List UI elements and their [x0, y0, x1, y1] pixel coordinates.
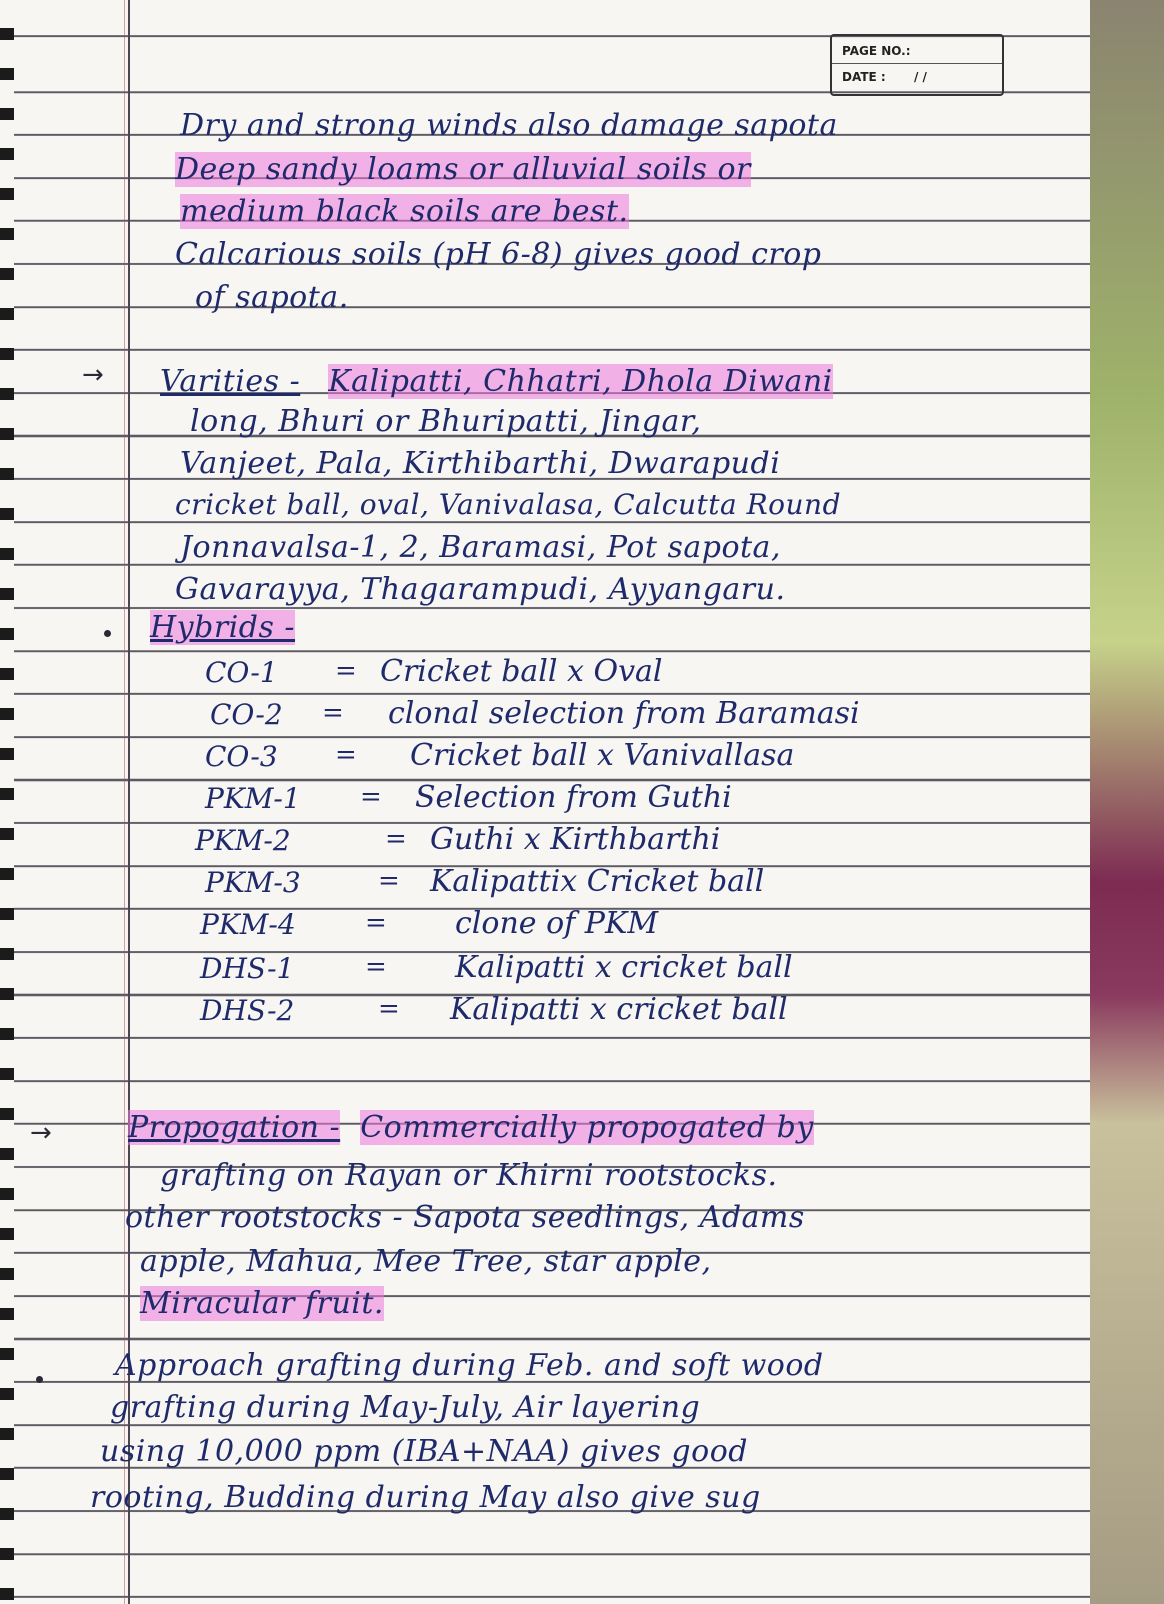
- hybrids-heading: Hybrids -: [150, 610, 296, 645]
- varieties-heading: Varities -: [160, 364, 301, 399]
- hybrid-name: PKM-4: [200, 908, 296, 941]
- hybrid-equals: =: [365, 952, 387, 982]
- hybrid-name: DHS-1: [200, 952, 295, 985]
- propagation-line: apple, Mahua, Mee Tree, star apple,: [140, 1244, 712, 1279]
- box-divider: [832, 63, 1002, 64]
- intro-line: medium black soils are best.: [180, 194, 629, 229]
- hybrid-equals: =: [360, 782, 382, 812]
- date-label: DATE :: [842, 70, 886, 84]
- date-value: / /: [914, 70, 927, 84]
- hybrid-equals: =: [378, 994, 400, 1024]
- hybrid-value: Cricket ball x Vanivallasa: [410, 738, 795, 773]
- hybrid-value: Cricket ball x Oval: [380, 654, 663, 689]
- hybrid-equals: =: [322, 698, 344, 728]
- spiral-binding: [0, 0, 14, 1604]
- grafting-line: Approach grafting during Feb. and soft wood: [115, 1348, 824, 1383]
- hybrid-name: CO-2: [210, 698, 283, 731]
- intro-line: of sapota.: [195, 280, 349, 315]
- hybrid-value: clone of PKM: [455, 906, 659, 941]
- propagation-line: grafting on Rayan or Khirni rootstocks.: [160, 1158, 778, 1193]
- propagation-heading: Propogation -: [128, 1110, 341, 1145]
- hybrid-name: DHS-2: [200, 994, 295, 1027]
- page-date-box: [830, 34, 1004, 96]
- intro-line: Calcarious soils (pH 6-8) gives good crop: [175, 237, 822, 272]
- varieties-line: cricket ball, oval, Vanivalasa, Calcutta Round: [175, 488, 842, 521]
- propagation-line: Commercially propogated by: [360, 1110, 814, 1145]
- bullet-dot: [36, 1376, 43, 1383]
- varieties-line: long, Bhuri or Bhuripatti, Jingar,: [190, 404, 702, 439]
- varieties-line: Vanjeet, Pala, Kirthibarthi, Dwarapudi: [180, 446, 781, 481]
- page-no-label: PAGE NO.:: [842, 44, 911, 58]
- bullet-dot: [104, 630, 111, 637]
- hybrid-name: CO-3: [205, 740, 278, 773]
- background-edge: [1090, 0, 1164, 1604]
- hybrid-equals: =: [365, 908, 387, 938]
- hybrid-name: PKM-1: [205, 782, 301, 815]
- grafting-line: grafting during May-July, Air layering: [110, 1390, 701, 1425]
- varieties-line: Jonnavalsa-1, 2, Baramasi, Pot sapota,: [180, 530, 781, 565]
- hybrid-name: PKM-2: [195, 824, 291, 857]
- hybrid-value: Guthi x Kirthbarthi: [430, 822, 721, 857]
- grafting-line: rooting, Budding during May also give sug: [90, 1480, 761, 1515]
- hybrid-equals: =: [378, 866, 400, 896]
- intro-line: Dry and strong winds also damage sapota: [180, 108, 838, 143]
- hybrid-value: Kalipatti x cricket ball: [455, 950, 793, 985]
- propagation-line: Miracular fruit.: [140, 1286, 384, 1321]
- hybrid-name: CO-1: [205, 656, 278, 689]
- intro-line: Deep sandy loams or alluvial soils or: [175, 152, 751, 187]
- hybrid-equals: =: [335, 740, 357, 770]
- arrow-icon: →: [30, 1118, 52, 1148]
- hybrid-value: clonal selection from Baramasi: [388, 696, 860, 731]
- hybrid-value: Selection from Guthi: [415, 780, 732, 815]
- hybrid-equals: =: [385, 824, 407, 854]
- hybrid-name: PKM-3: [205, 866, 301, 899]
- hybrid-value: Kalipattix Cricket ball: [430, 864, 765, 899]
- hybrid-value: Kalipatti x cricket ball: [450, 992, 788, 1027]
- propagation-line: other rootstocks - Sapota seedlings, Adams: [125, 1200, 805, 1235]
- arrow-icon: →: [82, 360, 104, 390]
- grafting-line: using 10,000 ppm (IBA+NAA) gives good: [100, 1434, 748, 1469]
- varieties-line: Gavarayya, Thagarampudi, Ayyangaru.: [175, 572, 786, 607]
- varieties-line: Kalipatti, Chhatri, Dhola Diwani: [328, 364, 833, 399]
- hybrid-equals: =: [335, 656, 357, 686]
